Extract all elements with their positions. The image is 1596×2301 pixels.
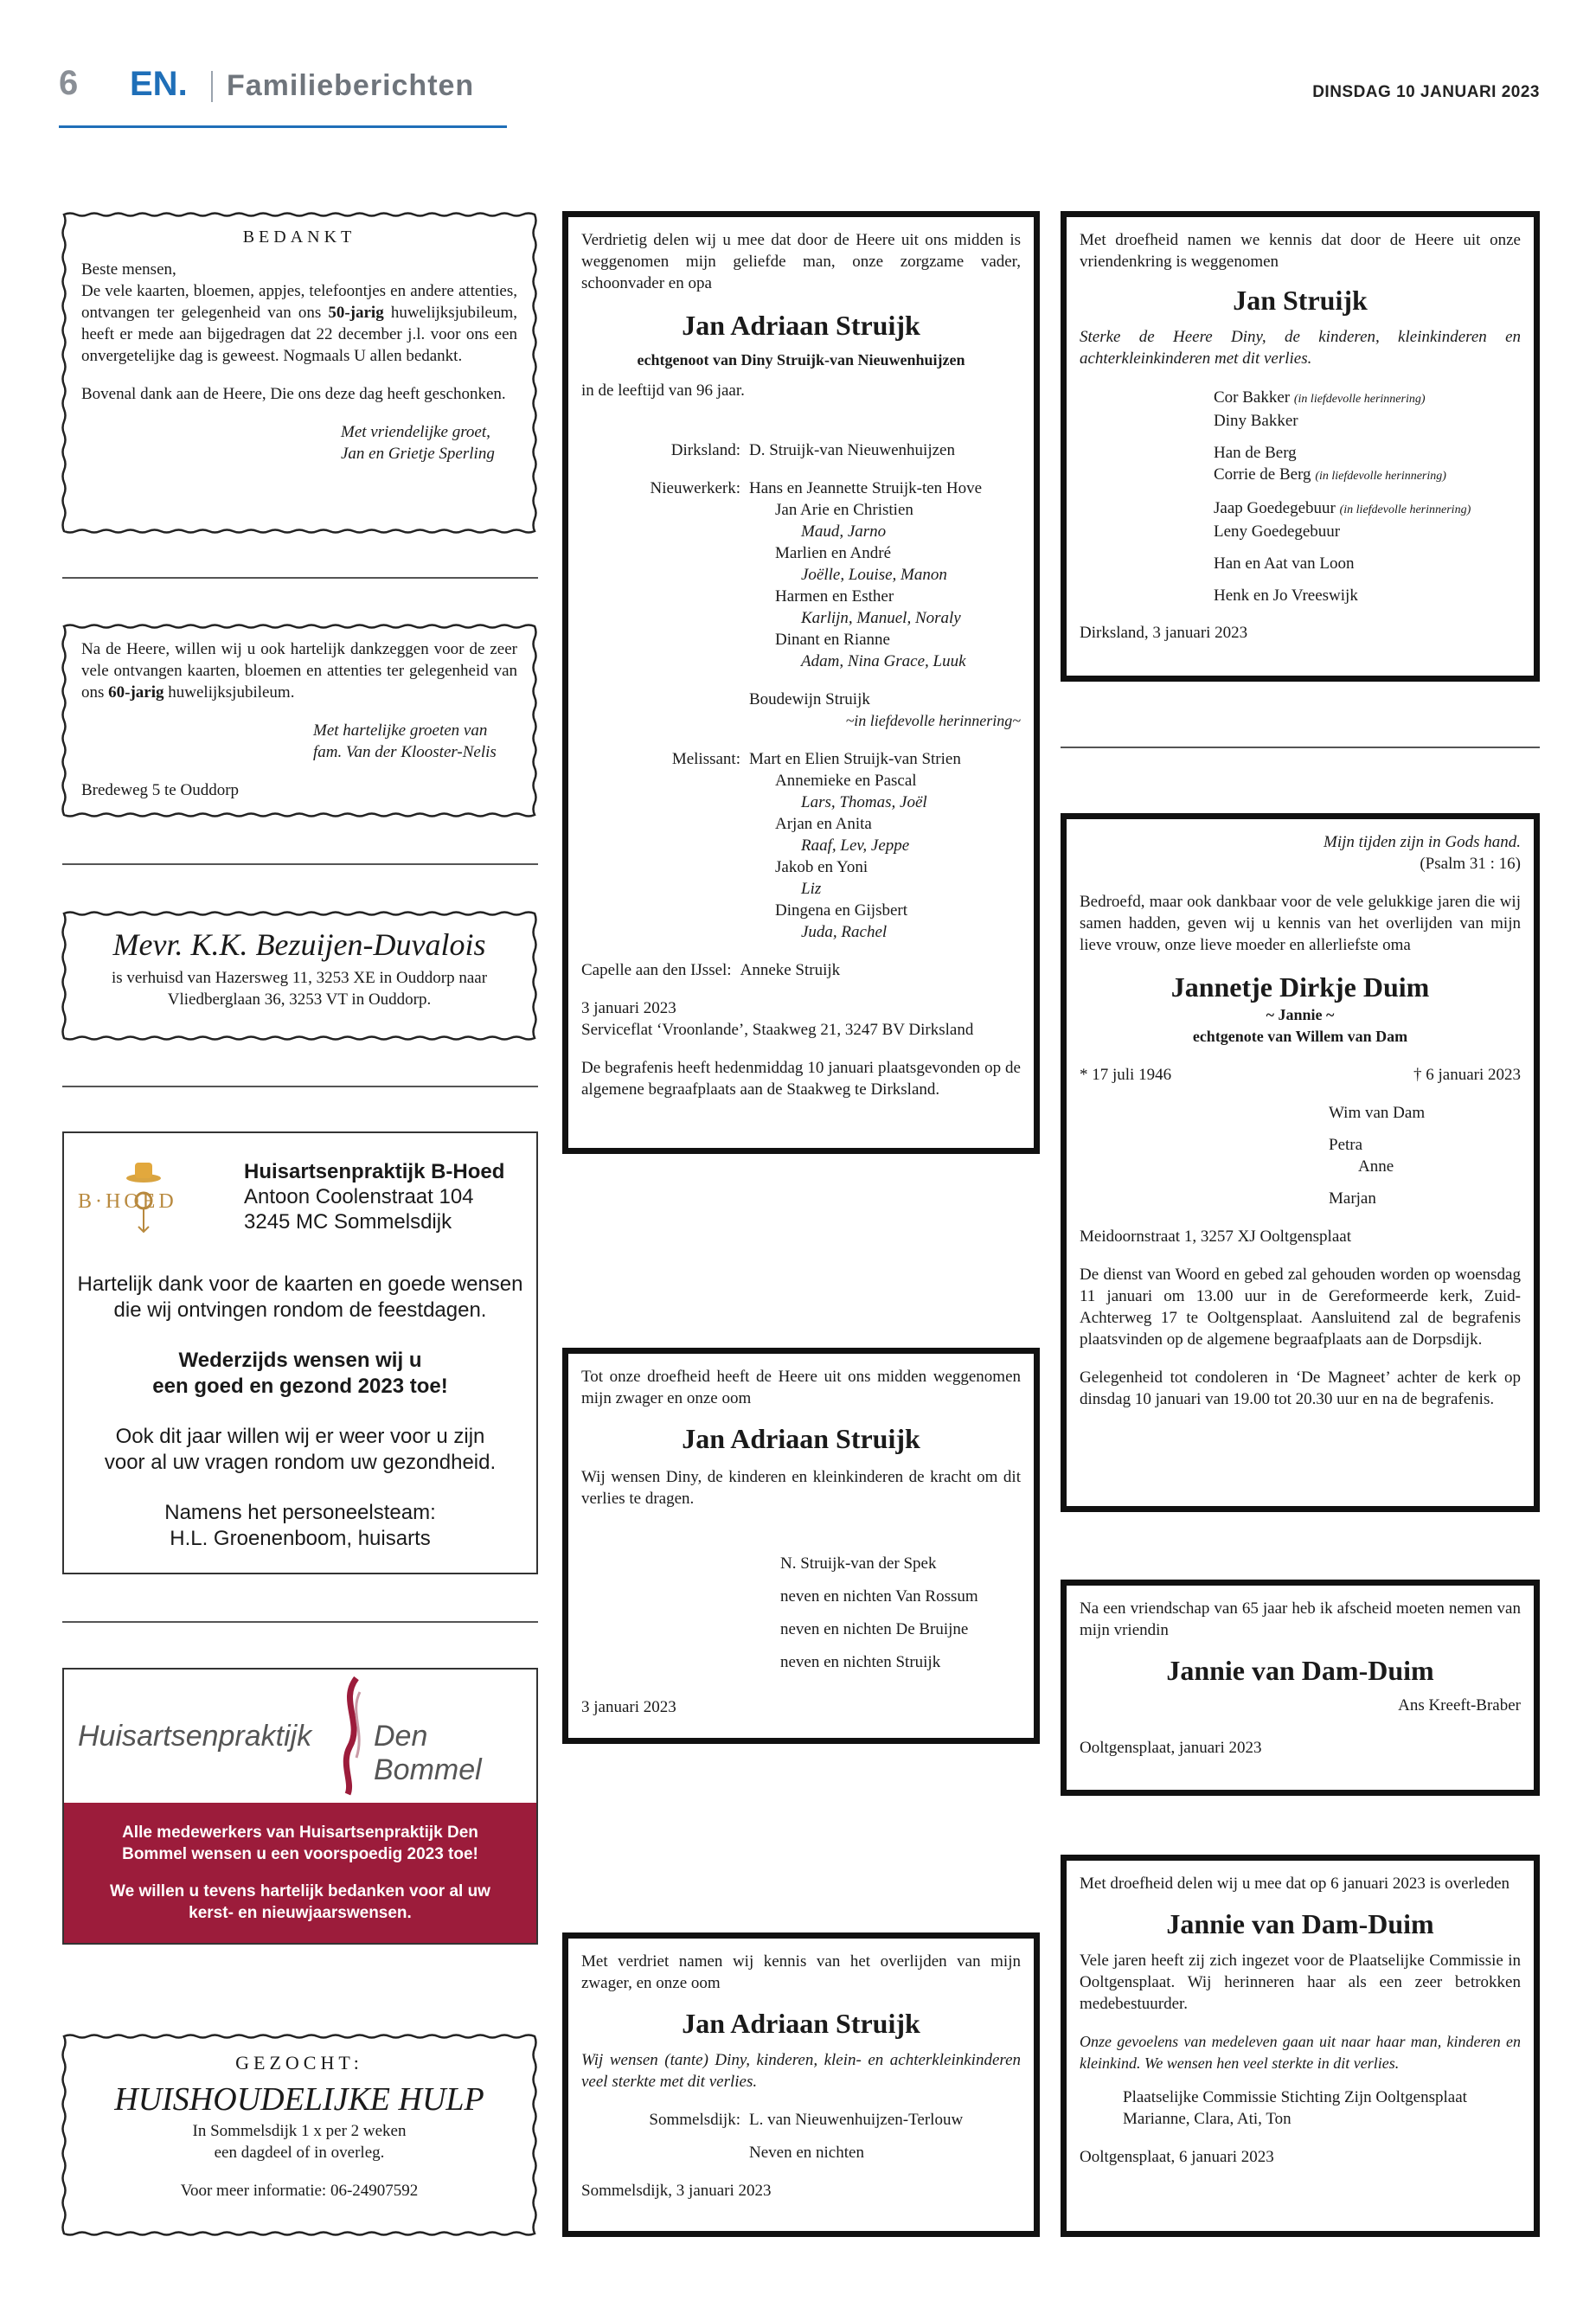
condolence-wish: Wij wensen (tante) Diny, kinderen, klein- en achterkleinkinderen veel sterkte met dit verlies. [581, 2051, 1021, 2091]
signer: N. Struijk-van der Spek [780, 1554, 937, 1573]
relative-name: Boudewijn Struijk [749, 690, 870, 708]
notice-date: 3 januari 2023 [581, 999, 676, 1017]
birth-date: * 17 juli 1946 [1080, 1066, 1172, 1084]
place-label: Melissant: [671, 750, 740, 768]
notice-dank-60-jarig [62, 625, 536, 817]
relative-name: Maud, Jarno [801, 522, 887, 541]
bommel-logo-area [64, 1670, 536, 1801]
notice-gezocht [62, 2035, 536, 2235]
hat-crown-icon [135, 1163, 152, 1178]
column-divider [62, 1086, 538, 1087]
memorial-note: ~in liefdevolle herinnering~ [845, 712, 1021, 729]
notice-date: 3 januari 2023 [581, 1698, 676, 1716]
signer: neven en nichten Struijk [780, 1653, 941, 1671]
deceased-name: Jannie van Dam-Duim [1166, 1908, 1434, 1939]
friend-name: Leny Goedegebuur [1214, 522, 1341, 541]
friend-name: Jaap Goedegebuur (in liefdevolle herinnering) [1214, 499, 1471, 517]
signature-name: Jan en Grietje Sperling [341, 445, 495, 463]
ad-den-bommel [62, 1668, 538, 1945]
notice-struijk-sommelsdijk [562, 1932, 1040, 2237]
relative-name: Anneke Struijk [740, 961, 841, 979]
column-divider [62, 577, 538, 579]
practice-name: Huisartsenpraktijk B-Hoed [244, 1160, 505, 1183]
deceased-name: Jan Adriaan Struijk [682, 1423, 920, 1454]
notice-body: Vele jaren heeft zij zich ingezet voor de Plaatselijke Commissie in Ooltgensplaat. Wij herinneren haar als een zeer betrokken medebestuurder. [1080, 1952, 1521, 2013]
place-label: Capelle aan den IJssel: [581, 961, 732, 979]
relative-name: Marlien en André [775, 544, 892, 562]
ad-wishes-1: Wederzijds wensen wij u [178, 1349, 422, 1372]
bommel-logo-right: Den Bommel [374, 1720, 482, 1786]
place-label: Nieuwerkerk: [650, 479, 740, 497]
signer: neven en nichten De Bruijne [780, 1620, 969, 1638]
friend-name: Han de Berg [1214, 444, 1297, 462]
ad-b-hoed [62, 1131, 538, 1574]
relative-name: Dinant en Rianne [775, 631, 890, 649]
bommel-logo-left: Huisartsenpraktijk [78, 1720, 312, 1753]
spouse-line: echtgenoot van Diny Struijk-van Nieuwenhuijzen [637, 351, 965, 369]
ad-thanks: Hartelijk dank voor de kaarten en goede wensen die wij ontvingen rondom de feestdagen. [77, 1272, 523, 1322]
relative-name: Annemieke en Pascal [775, 772, 917, 790]
notice-intro: Verdrietig delen wij u mee dat door de Heere uit ons midden is weggenomen mijn geliefde man, onze zorgzame vader, schoonvader en opa [581, 231, 1021, 292]
place-label: Dirksland: [670, 441, 740, 459]
b-hoed-logo [76, 1152, 197, 1242]
family-member: Wim van Dam [1329, 1104, 1426, 1122]
relative-name: Raaf, Lev, Jeppe [801, 836, 910, 855]
notice-body-2: Bovenal dank aan de Heere, Die ons deze dag heeft geschonken. [81, 385, 506, 403]
signer: neven en nichten Van Rossum [780, 1587, 978, 1606]
signers: Marianne, Clara, Ati, Ton [1123, 2110, 1292, 2128]
notice-body: Na de Heere, willen wij u ook hartelijk dankzeggen voor de zeer vele ontvangen kaarten, bloemen en attenties ter gelegenheid van ons 60-jarig huwelijksjubileum. [81, 640, 517, 702]
notice-title: BEDANKT [242, 228, 356, 247]
notice-struijk-vrienden [1061, 211, 1540, 682]
deceased-name: Jan Struijk [1233, 285, 1368, 316]
motto-reference: (Psalm 31 : 16) [1420, 855, 1521, 873]
relative-name: Jan Arie en Christien [775, 501, 913, 519]
notice-duim-commissie [1061, 1855, 1540, 2237]
address: Bredeweg 5 te Ouddorp [81, 781, 240, 799]
spouse-line: echtgenote van Willem van Dam [1192, 1028, 1408, 1045]
ad-team-1: Namens het personeelsteam: [164, 1501, 436, 1524]
ad-service: Ook dit jaar willen wij er weer voor u zijn voor al uw vragen rondom uw gezondheid. [104, 1425, 497, 1474]
relative-name: Liz [801, 880, 822, 898]
en-logo-text: EN. [130, 66, 188, 100]
friend-name: Cor Bakker (in liefdevolle herinnering) [1214, 388, 1426, 407]
relative-name: Karlijn, Manuel, Noraly [801, 609, 961, 627]
deceased-name: Jannie van Dam-Duim [1166, 1655, 1434, 1686]
family-member: Petra [1329, 1136, 1363, 1154]
swoosh-icon [334, 1675, 369, 1796]
bommel-message-band [64, 1803, 536, 1945]
relative-name: Arjan en Anita [775, 815, 872, 833]
notice-address: Serviceflat ‘Vroonlande’, Staakweg 21, 3247 BV Dirksland [581, 1021, 974, 1039]
condolence-info: Gelegenheid tot condoleren in ‘De Magneet’ achter de kerk op dinsdag 10 januari van 19.00 tot 20.30 uur en na de begrafenis. [1080, 1368, 1521, 1408]
notice-struijk-family [562, 211, 1040, 1154]
notice-headline: HUISHOUDELIJKE HULP [114, 2081, 484, 2118]
column-divider [1061, 747, 1540, 748]
family-member: Marjan [1329, 1189, 1376, 1208]
ad-wishes-2: een goed en gezond 2023 toe! [152, 1375, 448, 1398]
notice-intro: Na een vriendschap van 65 jaar heb ik afscheid moeten nemen van mijn vriendin [1080, 1599, 1521, 1639]
friend-name: Han en Aat van Loon [1214, 554, 1355, 573]
bommel-thanks: We willen u tevens hartelijk bedanken voor al uw kerst- en nieuwjaarswensen. [110, 1882, 490, 1922]
relative-name: Lars, Thomas, Joël [801, 793, 927, 811]
signature-line: Met hartelijke groeten van [313, 721, 488, 740]
deceased-name: Jan Adriaan Struijk [682, 2008, 920, 2039]
signer: L. van Nieuwenhuijzen-Terlouw [749, 2111, 964, 2129]
notice-place-date: Ooltgensplaat, januari 2023 [1080, 1739, 1262, 1757]
notice-intro: Met droefheid namen we kennis dat door de Heere uit onze vriendenkring is weggenomen [1080, 231, 1521, 271]
practice-city: 3245 MC Sommelsdijk [244, 1210, 452, 1234]
friend-name: Diny Bakker [1214, 412, 1298, 430]
organisation: Plaatselijke Commissie Stichting Zijn Ooltgensplaat [1123, 2088, 1467, 2106]
page-number: 6 [59, 64, 79, 102]
age-line: in de leeftijd van 96 jaar. [581, 381, 745, 400]
notice-duim-family [1061, 813, 1540, 1512]
practice-street: Antoon Coolenstraat 104 [244, 1185, 474, 1208]
notice-intro: Bedroefd, maar ook dankbaar voor de vele gelukkige jaren die wij samen hadden, geven wij u kennis van het overlijden van mijn lieve vrouw, onze lieve moeder en allerliefste oma [1080, 893, 1521, 954]
friend-name: Corrie de Berg (in liefdevolle herinnering) [1214, 465, 1446, 484]
relative-name: Mart en Elien Struijk-van Strien [749, 750, 961, 768]
issue-date: DINSDAG 10 JANUARI 2023 [1312, 83, 1540, 101]
notice-verhuisd [62, 912, 536, 1040]
notice-bedankt [62, 213, 536, 533]
notice-address: Meidoornstraat 1, 3257 XJ Ooltgensplaat [1080, 1227, 1351, 1246]
notice-title: GEZOCHT: [235, 2052, 363, 2073]
deceased-name: Jan Adriaan Struijk [682, 310, 920, 341]
condolence-wish: Wij wensen Diny, de kinderen en kleinkinderen de kracht om dit verlies te dragen. [581, 1468, 1021, 1508]
notice-struijk-zwager [562, 1348, 1040, 1744]
header-divider [211, 71, 213, 102]
column-divider [62, 1621, 538, 1623]
bommel-wishes: Alle medewerkers van Huisartsenpraktijk Den Bommel wensen u een voorspoedig 2023 toe! [122, 1823, 478, 1863]
notice-intro: Met verdriet namen wij kennis van het overlijden van mijn zwager, en onze oom [581, 1952, 1021, 1992]
service-info: De dienst van Woord en gebed zal gehouden worden op woensdag 11 januari om 13.00 uur in de Gereformeerde kerk, Zuid-Achterweg 17 te Ooltgensplaat. Aansluitend zal de begrafenis plaatsvinden op de algemene begraafplaats aan de Dorpsdijk. [1080, 1266, 1521, 1349]
notice-place-date: Ooltgensplaat, 6 januari 2023 [1080, 2148, 1274, 2166]
relative-name: Harmen en Esther [775, 587, 894, 606]
relative-name: Juda, Rachel [801, 923, 888, 941]
motto: Mijn tijden zijn in Gods hand. [1324, 833, 1521, 851]
relatives-list-melissant [749, 748, 961, 943]
relative-name: Adam, Nina Grace, Luuk [801, 652, 966, 670]
notice-intro: Met droefheid delen wij u mee dat op 6 januari 2023 is overleden [1080, 1875, 1510, 1893]
column-divider [62, 863, 538, 865]
notice-body: De vele kaarten, bloemen, appjes, telefoontjes en andere attenties, ontvangen ter gelegenheid van ons 50-jarig huwelijksjubileum, heeft er mede aan bijgedragen dat 22 december j.l. voor ons een onvergetelijke dag is geweest. Nogmaals U allen bedankt. [81, 282, 517, 365]
place-label: Sommelsdijk: [649, 2111, 740, 2129]
signer: Neven en nichten [749, 2144, 864, 2162]
notice-place-date: Sommelsdijk, 3 januari 2023 [581, 2182, 772, 2200]
condolence-wish: Sterke de Heere Diny, de kinderen, kleinkinderen en achterkleinkinderen met dit verlies. [1080, 328, 1521, 368]
contact-info: Voor meer informatie: 06-24907592 [180, 2182, 419, 2200]
notice-line-1: In Sommelsdijk 1 x per 2 weken [192, 2122, 407, 2140]
condolence-wish: Onze gevoelens van medeleven gaan uit naar haar man, kinderen en kleinkind. We wensen hen veel sterkte in dit verlies. [1080, 2033, 1521, 2072]
person-name: Mevr. K.K. Bezuijen-Duvalois [112, 927, 486, 962]
deceased-name: Jannetje Dirkje Duim [1170, 971, 1430, 1003]
notice-place-date: Dirksland, 3 januari 2023 [1080, 624, 1248, 642]
death-date: † 6 januari 2023 [1413, 1066, 1521, 1084]
relative-name: Dingena en Gijsbert [775, 901, 908, 920]
header-rule [59, 125, 507, 128]
friend-name: Henk en Jo Vreeswijk [1214, 586, 1358, 605]
ad-team-2: H.L. Groenenboom, huisarts [170, 1527, 431, 1550]
section-title: Familieberichten [227, 69, 475, 102]
notice-line-2: een dagdeel of in overleg. [214, 2144, 385, 2162]
relatives-list-nieuwerkerk [749, 478, 982, 672]
signature-line: Met vriendelijke groet, [341, 423, 490, 441]
family-member: Anne [1358, 1157, 1394, 1176]
signer: Ans Kreeft-Braber [1398, 1696, 1521, 1715]
relative-name: Joëlle, Louise, Manon [801, 566, 947, 584]
funeral-info: De begrafenis heeft hedenmiddag 10 januari plaatsgevonden op de algemene begraafplaats aan de Staakweg te Dirksland. [581, 1059, 1021, 1099]
notice-duim-vriendin [1061, 1580, 1540, 1796]
nickname: ~ Jannie ~ [1266, 1006, 1335, 1023]
notice-intro: Tot onze droefheid heeft de Heere uit ons midden weggenomen mijn zwager en onze oom [581, 1368, 1021, 1407]
b-hoed-logo-text: B·HOED [78, 1190, 177, 1213]
relative-name: D. Struijk-van Nieuwenhuijzen [749, 441, 955, 459]
signature-name: fam. Van der Klooster-Nelis [313, 743, 497, 761]
notice-body: is verhuisd van Hazersweg 11, 3253 XE in Ouddorp naar Vliedberglaan 36, 3253 VT in Ouddorp. [111, 969, 488, 1009]
relative-name: Jakob en Yoni [775, 858, 869, 876]
en-logo [130, 66, 199, 100]
relative-name: Hans en Jeannette Struijk-ten Hove [749, 479, 983, 497]
salutation: Beste mensen, [81, 260, 176, 279]
